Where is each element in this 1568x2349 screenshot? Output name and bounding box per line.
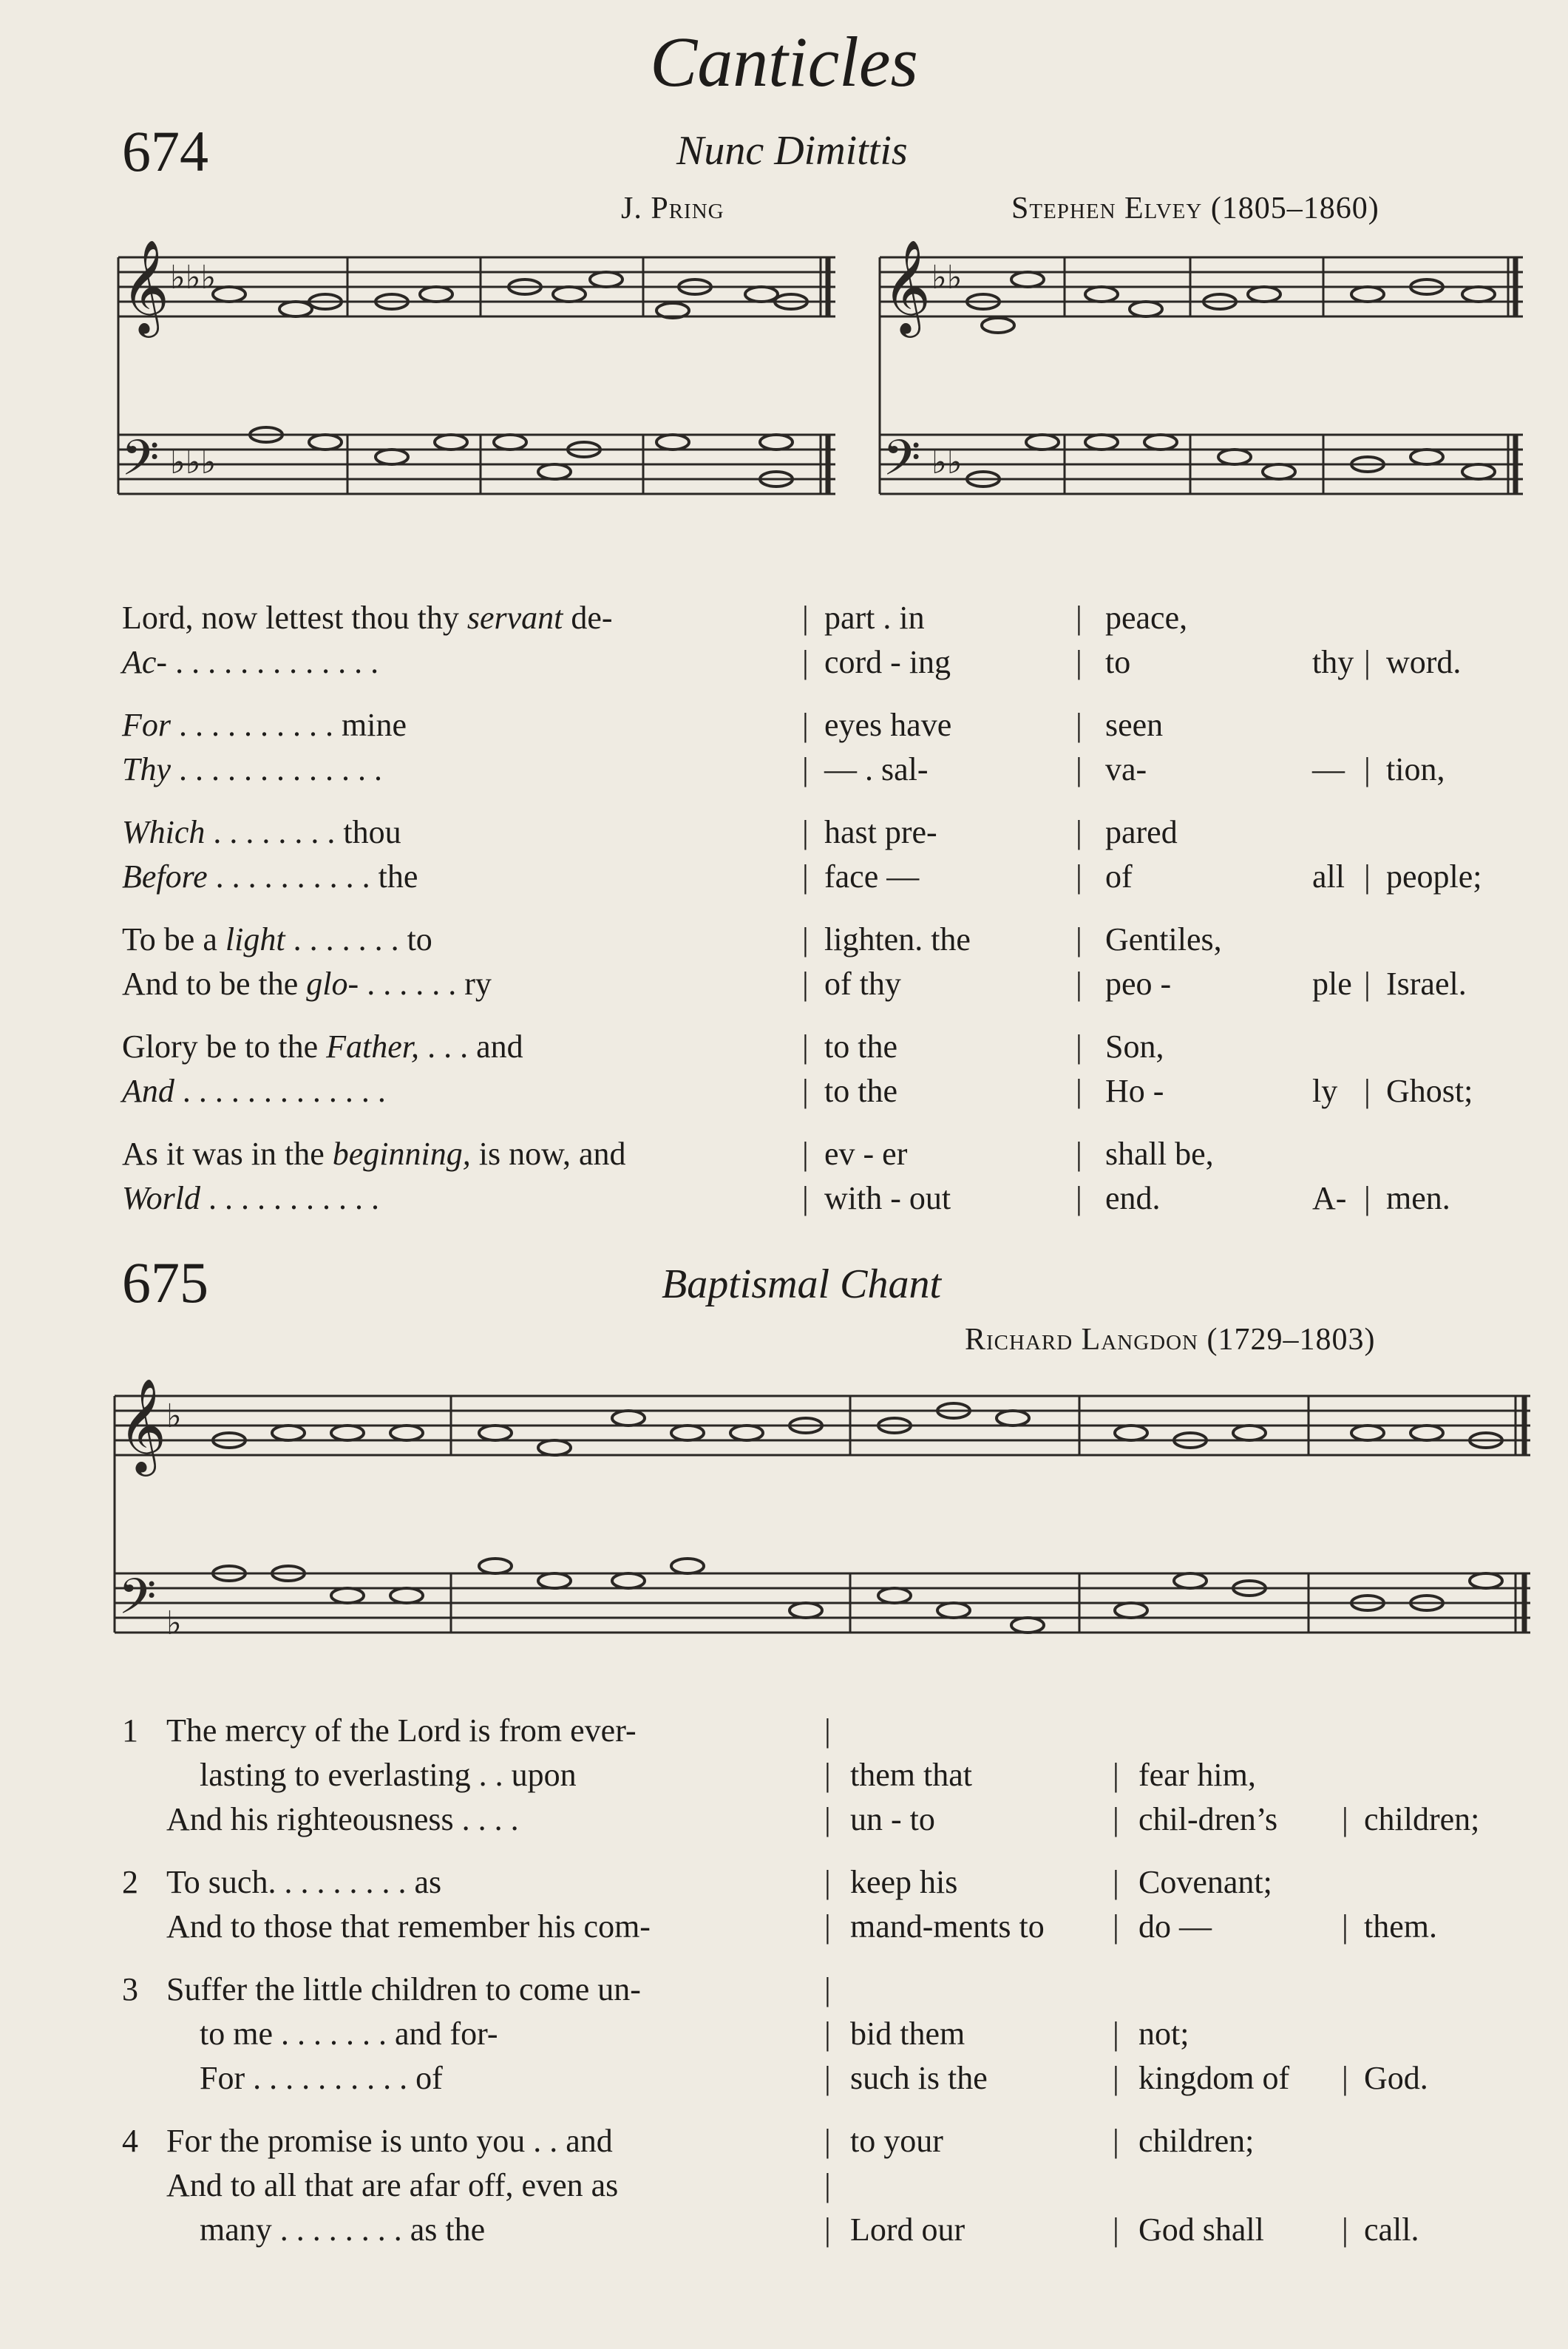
bar-line: | — [1076, 1180, 1082, 1216]
text-fragment: . . . . . . . . . . . . . — [171, 751, 382, 787]
text-fragment: Which — [122, 814, 206, 850]
chant-syllable: them. — [1364, 1908, 1437, 1945]
chant-syllable: kingdom of — [1138, 2060, 1290, 2096]
chant-syllable: pared — [1105, 814, 1178, 850]
chant-reciting-text — [122, 1135, 626, 1173]
chant-syllable: Lord our — [850, 2211, 965, 2248]
chant-reciting-text: The mercy of the Lord is from ever- — [166, 1712, 637, 1749]
chant-line — [122, 1072, 1527, 1116]
bar-line: | — [1076, 707, 1082, 743]
bar-line: | — [824, 2167, 831, 2203]
chant-syllable: do — — [1138, 1908, 1212, 1945]
text-fragment: Thy — [122, 751, 171, 787]
chant-syllable: mand-ments to — [850, 1908, 1045, 1945]
chant-syllable: un - to — [850, 1801, 935, 1837]
bar-line: | — [824, 2060, 831, 2096]
bar-line: | — [1113, 2123, 1119, 2159]
bar-line: | — [1076, 966, 1082, 1002]
section-title: Canticles — [650, 22, 918, 101]
staff-lines — [118, 435, 835, 494]
bar-line: | — [1342, 1801, 1348, 1837]
chant-line — [122, 2166, 1527, 2211]
text-fragment: Glory be to the — [122, 1028, 327, 1065]
chant-syllable: people; — [1386, 858, 1482, 895]
chant-syllable: chil-dren’s — [1138, 1801, 1278, 1837]
chant-reciting-text — [122, 965, 492, 1003]
chant-line — [122, 1800, 1527, 1845]
text-fragment: is now, and — [470, 1136, 626, 1172]
chant-syllable: Ho - — [1105, 1073, 1164, 1109]
chant-reciting-text: And his righteousness . . . . — [166, 1801, 519, 1837]
key-signature-icon: ♭ — [166, 1398, 182, 1434]
chant-line — [122, 2122, 1527, 2166]
chant-syllable: peo - — [1105, 966, 1172, 1002]
chant-syllable: them that — [850, 1757, 972, 1793]
bar-line: | — [802, 1028, 809, 1065]
chant-line — [122, 2059, 1527, 2104]
chant-syllable: men. — [1386, 1180, 1450, 1216]
bar-line: | — [1113, 1801, 1119, 1837]
chant-reciting-text: to me . . . . . . . and for- — [200, 2016, 498, 2052]
bar-line: | — [1342, 2060, 1348, 2096]
chant-syllable: to — [1105, 644, 1131, 680]
chant-reciting-text — [122, 599, 613, 637]
bar-line: | — [802, 1136, 809, 1172]
composer-name: J. Pring — [621, 191, 724, 226]
key-signature-icon: ♭ — [166, 1605, 182, 1641]
chant-syllable: God shall — [1138, 2211, 1264, 2248]
bass-clef-icon: 𝄢 — [118, 1571, 157, 1636]
bar-line: | — [802, 921, 809, 957]
bar-line: | — [802, 707, 809, 743]
bar-line: | — [1364, 1073, 1371, 1109]
chant-syllable: of — [1105, 858, 1133, 895]
bar-line: | — [824, 1712, 831, 1749]
text-fragment: . . . . . . . . thou — [205, 814, 401, 850]
text-fragment: Before — [122, 858, 208, 895]
note-heads — [213, 272, 1495, 487]
bar-line: | — [1364, 858, 1371, 895]
bar-line: | — [802, 966, 809, 1002]
bar-line: | — [802, 1073, 809, 1109]
treble-clef-icon: 𝄞 — [883, 242, 931, 332]
chant-syllable: Ghost; — [1386, 1073, 1473, 1109]
chant-syllable: va- — [1105, 751, 1147, 787]
bar-line: | — [1076, 814, 1082, 850]
chant-syllable: peace, — [1105, 600, 1188, 636]
chant-reciting-text — [122, 750, 382, 788]
text-fragment: Father, — [326, 1028, 420, 1065]
bar-line: | — [802, 814, 809, 850]
bar-line: | — [1113, 2060, 1119, 2096]
text-fragment: . . . . . . . . . . mine — [171, 707, 407, 743]
text-fragment: . . . . . . . . . . . . . — [167, 644, 379, 680]
bar-line: | — [1076, 644, 1082, 680]
chant-syllable: face — — [824, 858, 920, 895]
chant-syllable: to the — [824, 1028, 897, 1065]
chant-line — [122, 1908, 1527, 1952]
chant-line — [122, 813, 1527, 858]
chant-reciting-text: many . . . . . . . . as the — [200, 2211, 486, 2248]
verse-number: 1 — [122, 1712, 138, 1749]
text-fragment: . . . . . . . . . . . — [200, 1180, 379, 1216]
hymn-title: Nunc Dimittis — [676, 128, 908, 174]
bar-line: | — [1342, 1908, 1348, 1945]
text-fragment: Ac- — [122, 644, 168, 680]
text-fragment: World — [122, 1180, 200, 1216]
chant-reciting-text: For . . . . . . . . . . of — [200, 2060, 443, 2096]
chant-syllable: bid them — [850, 2016, 965, 2052]
chant-syllable: hast pre- — [824, 814, 937, 850]
chant-syllable: end. — [1105, 1180, 1161, 1216]
chant-line — [122, 1135, 1527, 1179]
chant-line — [122, 1179, 1527, 1224]
bar-line: | — [1113, 1908, 1119, 1945]
chant-syllable: call. — [1364, 2211, 1419, 2248]
bar-line: | — [1076, 921, 1082, 957]
chant-reciting-text — [122, 921, 432, 958]
chant-syllable: Israel. — [1386, 966, 1467, 1002]
key-signature-icon: ♭♭ — [931, 260, 963, 296]
chant-line — [122, 965, 1527, 1009]
bar-line: | — [824, 1801, 831, 1837]
chant-reciting-text: For the promise is unto you . . and — [166, 2123, 613, 2159]
bar-line: | — [824, 2211, 831, 2248]
chant-line — [122, 599, 1527, 643]
text-fragment: beginning, — [332, 1136, 471, 1172]
chant-syllable: Son, — [1105, 1028, 1164, 1065]
text-fragment: To be a — [122, 921, 225, 957]
bass-clef-icon: 𝄢 — [121, 433, 160, 498]
chant-syllable: — . sal- — [824, 751, 929, 787]
chant-syllable: ly — [1312, 1073, 1338, 1109]
treble-clef-icon: 𝄞 — [118, 1380, 167, 1471]
chant-line — [122, 921, 1527, 965]
key-signature-icon: ♭♭♭ — [170, 444, 217, 481]
chant-syllable: fear him, — [1138, 1757, 1256, 1793]
text-fragment: . . . . . . ry — [359, 966, 492, 1002]
bar-line: | — [1113, 2211, 1119, 2248]
chant-syllable: to your — [850, 2123, 943, 2159]
chant-syllable: A- — [1312, 1180, 1347, 1216]
chant-reciting-text — [122, 1179, 379, 1217]
chant-reciting-text: And to all that are afar off, even as — [166, 2167, 619, 2203]
chant-line — [122, 2015, 1527, 2059]
chant-line — [122, 706, 1527, 750]
chant-reciting-text: And to those that remember his com- — [166, 1908, 651, 1945]
bar-line: | — [1113, 2016, 1119, 2052]
text-fragment: light — [225, 921, 285, 957]
chant-line — [122, 858, 1527, 902]
hymn-number: 675 — [122, 1250, 208, 1315]
chant-reciting-text: lasting to everlasting . . upon — [200, 1757, 577, 1793]
bar-line: | — [1076, 600, 1082, 636]
text-fragment: And to be the — [122, 966, 307, 1002]
hymn-title: Baptismal Chant — [662, 1261, 942, 1307]
chant-line — [122, 1970, 1527, 2015]
text-fragment: servant — [466, 600, 563, 636]
chant-syllable: children; — [1138, 2123, 1255, 2159]
bar-line: | — [1076, 1136, 1082, 1172]
chant-syllable: Covenant; — [1138, 1864, 1272, 1900]
chant-reciting-text — [122, 858, 418, 895]
chant-syllable: lighten. the — [824, 921, 971, 957]
bar-line: | — [1364, 751, 1371, 787]
bar-line: | — [1076, 858, 1082, 895]
chant-reciting-text — [122, 643, 379, 681]
bar-line: | — [1076, 1073, 1082, 1109]
chant-line — [122, 750, 1527, 795]
chant-syllable: with - out — [824, 1180, 951, 1216]
chant-syllable: cord - ing — [824, 644, 951, 680]
chant-syllable: word. — [1386, 644, 1462, 680]
bar-line: | — [1113, 1757, 1119, 1793]
verse-number: 4 — [122, 2123, 138, 2159]
chant-syllable: God. — [1364, 2060, 1428, 2096]
chant-syllable: thy — [1312, 644, 1354, 680]
chant-syllable: children; — [1364, 1801, 1480, 1837]
chant-syllable: all — [1312, 858, 1345, 895]
bar-line: | — [802, 751, 809, 787]
chant-syllable: keep his — [850, 1864, 958, 1900]
key-signature-icon: ♭♭ — [931, 444, 963, 481]
chant-reciting-text — [122, 706, 407, 744]
bar-line: | — [802, 644, 809, 680]
chant-reciting-text — [122, 1072, 386, 1110]
bar-line: | — [1342, 2211, 1348, 2248]
chant-syllable: part . in — [824, 600, 925, 636]
chant-line — [122, 1028, 1527, 1072]
chant-line — [122, 1863, 1527, 1908]
chant-syllable: tion, — [1386, 751, 1445, 787]
chant-line — [122, 1712, 1527, 1756]
chant-syllable: ev - er — [824, 1136, 908, 1172]
chant-reciting-text — [122, 1028, 523, 1065]
text-fragment: For — [122, 707, 171, 743]
chant-line — [122, 2211, 1527, 2255]
text-fragment: And — [122, 1073, 174, 1109]
composer-name: Stephen Elvey (1805–1860) — [1011, 191, 1379, 226]
chant-syllable: shall be, — [1105, 1136, 1214, 1172]
chant-syllable: of thy — [824, 966, 901, 1002]
chant-syllable: to the — [824, 1073, 897, 1109]
composer-name: Richard Langdon (1729–1803) — [965, 1323, 1376, 1357]
bass-clef-icon: 𝄢 — [883, 433, 921, 498]
chant-syllable: ple — [1312, 966, 1352, 1002]
bar-line: | — [1076, 751, 1082, 787]
bar-line: | — [1113, 1864, 1119, 1900]
bar-line: | — [1364, 1180, 1371, 1216]
text-fragment: . . . . . . . to — [285, 921, 432, 957]
bar-line: | — [802, 1180, 809, 1216]
hymn-number: 674 — [122, 119, 208, 183]
chant-reciting-text: Suffer the little children to come un- — [166, 1971, 641, 2007]
music-score — [111, 1360, 1538, 1671]
text-fragment: Lord, now lettest thou thy — [122, 600, 467, 636]
text-fragment: de- — [563, 600, 613, 636]
chant-syllable: Gentiles, — [1105, 921, 1222, 957]
treble-clef-icon: 𝄞 — [121, 242, 170, 332]
bar-line: | — [802, 858, 809, 895]
verse-number: 2 — [122, 1864, 138, 1900]
bar-line: | — [1076, 1028, 1082, 1065]
bar-line: | — [824, 1864, 831, 1900]
text-fragment: . . . . . . . . . . the — [207, 858, 418, 895]
bar-line: | — [824, 1971, 831, 2007]
bar-line: | — [1364, 644, 1371, 680]
chant-reciting-text — [122, 813, 401, 851]
bar-line: | — [802, 600, 809, 636]
chant-reciting-text: To such. . . . . . . . . as — [166, 1864, 442, 1900]
bar-line: | — [824, 1757, 831, 1793]
text-fragment: . . . and — [419, 1028, 523, 1065]
bar-line: | — [824, 1908, 831, 1945]
chant-syllable: not; — [1138, 2016, 1189, 2052]
text-fragment: glo- — [306, 966, 359, 1002]
chant-line — [122, 643, 1527, 688]
chant-syllable: such is the — [850, 2060, 988, 2096]
text-fragment: . . . . . . . . . . . . . — [174, 1073, 386, 1109]
text-fragment: As it was in the — [122, 1136, 333, 1172]
verse-number: 3 — [122, 1971, 138, 2007]
key-signature-icon: ♭♭♭ — [170, 260, 217, 296]
bar-line: | — [824, 2016, 831, 2052]
music-score — [111, 222, 1530, 547]
bar-line: | — [1364, 966, 1371, 1002]
bar-line: | — [824, 2123, 831, 2159]
chant-syllable: — — [1312, 751, 1345, 787]
chant-syllable: eyes have — [824, 707, 952, 743]
chant-syllable: seen — [1105, 707, 1164, 743]
chant-line — [122, 1756, 1527, 1800]
